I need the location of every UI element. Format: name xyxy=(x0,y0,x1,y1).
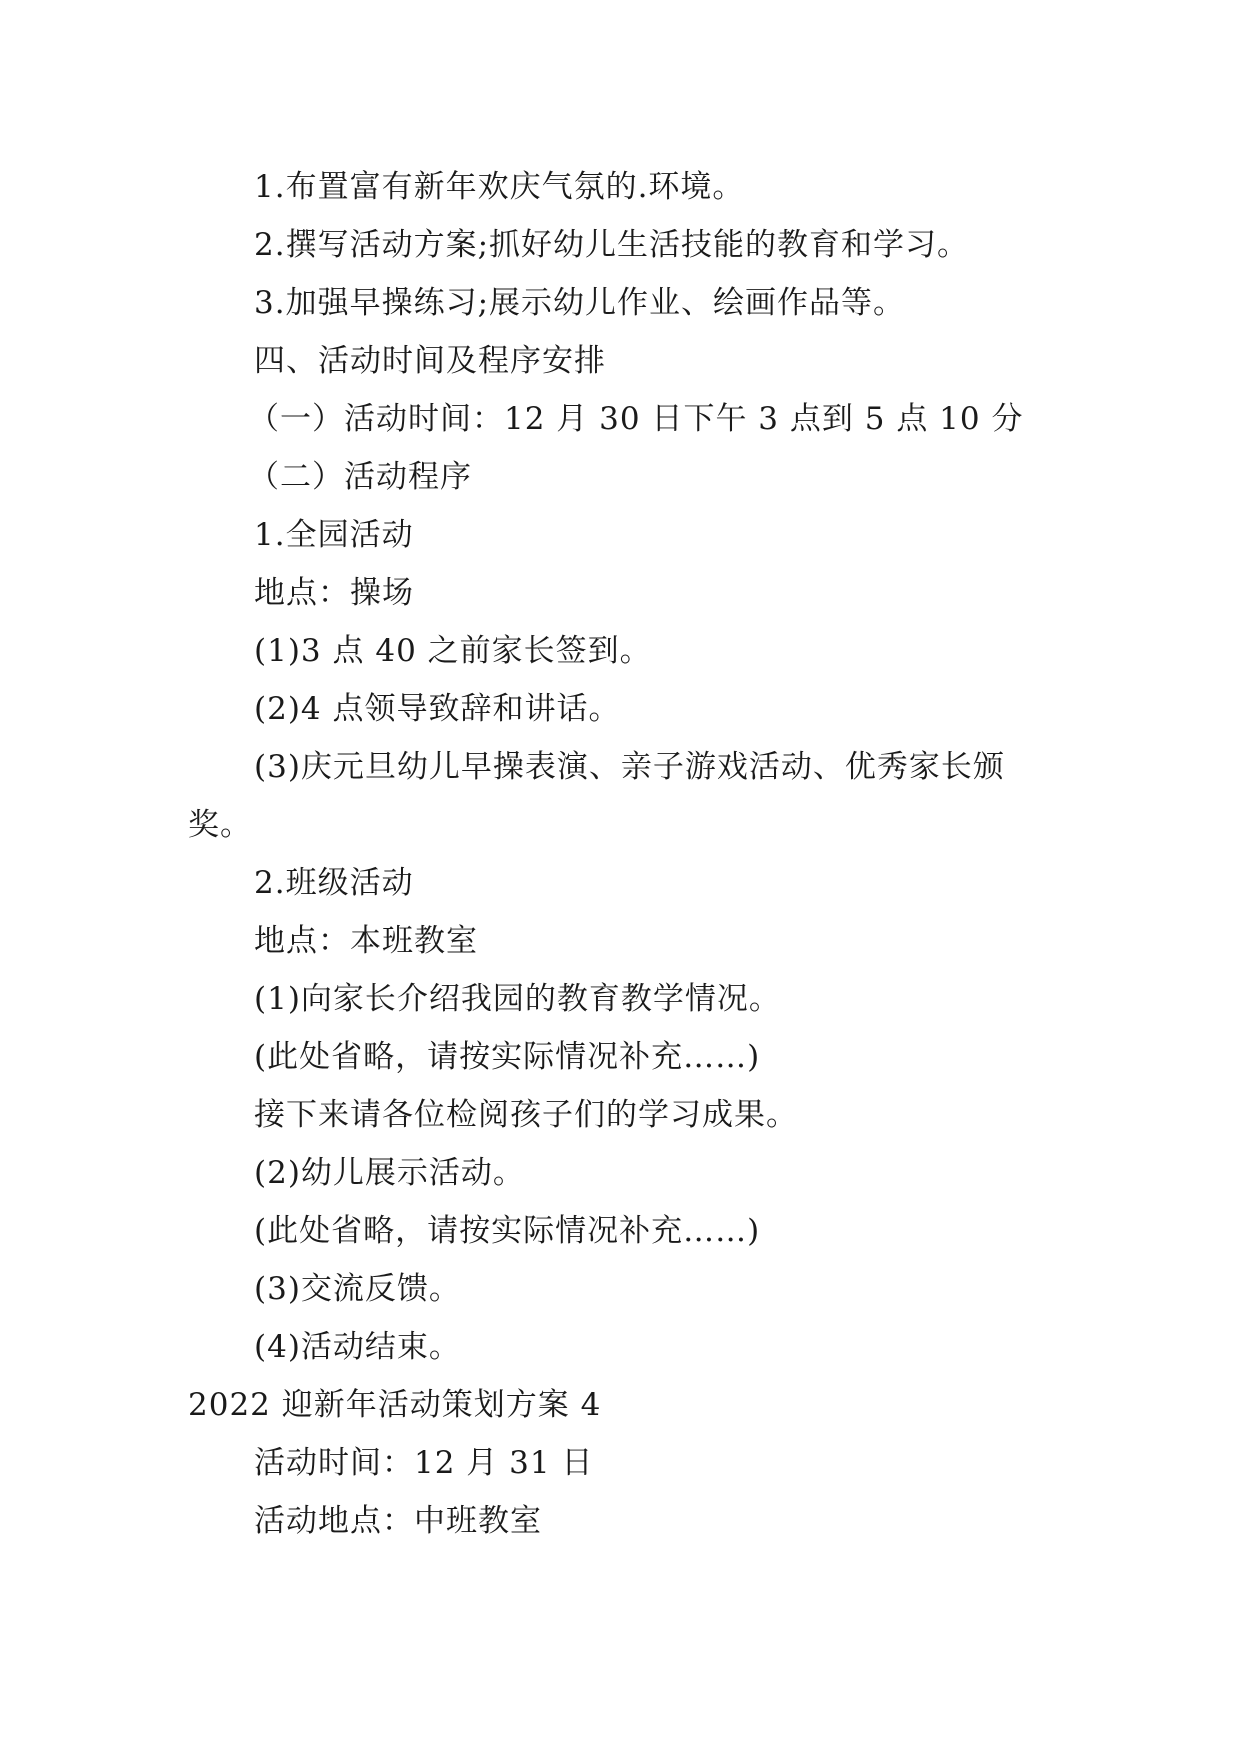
section-heading-schedule: 四、活动时间及程序安排 xyxy=(254,343,606,379)
omitted-note-1: (此处省略，请按实际情况补充……) xyxy=(254,1039,761,1075)
step-performances-continued: 奖。 xyxy=(188,807,252,843)
document-body xyxy=(188,158,1068,1550)
class-activity-heading: 2.班级活动 xyxy=(254,865,414,901)
subheading-procedure: （二）活动程序 xyxy=(248,459,472,495)
step-parent-signin: (1)3 点 40 之前家长签到。 xyxy=(254,633,652,669)
class-step-end: (4)活动结束。 xyxy=(254,1329,461,1365)
prep-item-3: 3.加强早操练习;展示幼儿作业、绘画作品等。 xyxy=(254,285,906,321)
location-classroom: 地点：本班教室 xyxy=(254,923,478,959)
class-step-feedback: (3)交流反馈。 xyxy=(254,1271,461,1307)
plan-4-time: 活动时间：12 月 31 日 xyxy=(254,1445,594,1481)
activity-time: （一）活动时间：12 月 30 日下午 3 点到 5 点 10 分 xyxy=(248,401,1024,437)
step-leader-speech: (2)4 点领导致辞和讲话。 xyxy=(254,691,621,727)
step-performances: (3)庆元旦幼儿早操表演、亲子游戏活动、优秀家长颁 xyxy=(254,749,1005,785)
review-results-text: 接下来请各位检阅孩子们的学习成果。 xyxy=(254,1097,798,1133)
prep-item-1: 1.布置富有新年欢庆气氛的.环境。 xyxy=(254,169,745,205)
whole-school-activity-heading: 1.全园活动 xyxy=(254,517,414,553)
prep-item-2: 2.撰写活动方案;抓好幼儿生活技能的教育和学习。 xyxy=(254,227,970,263)
plan-4-title: 2022 迎新年活动策划方案 4 xyxy=(188,1387,602,1423)
plan-4-location: 活动地点：中班教室 xyxy=(254,1503,542,1539)
class-step-introduction: (1)向家长介绍我园的教育教学情况。 xyxy=(254,981,781,1017)
class-step-showcase: (2)幼儿展示活动。 xyxy=(254,1155,525,1191)
location-playground: 地点：操场 xyxy=(254,575,414,611)
omitted-note-2: (此处省略，请按实际情况补充……) xyxy=(254,1213,761,1249)
